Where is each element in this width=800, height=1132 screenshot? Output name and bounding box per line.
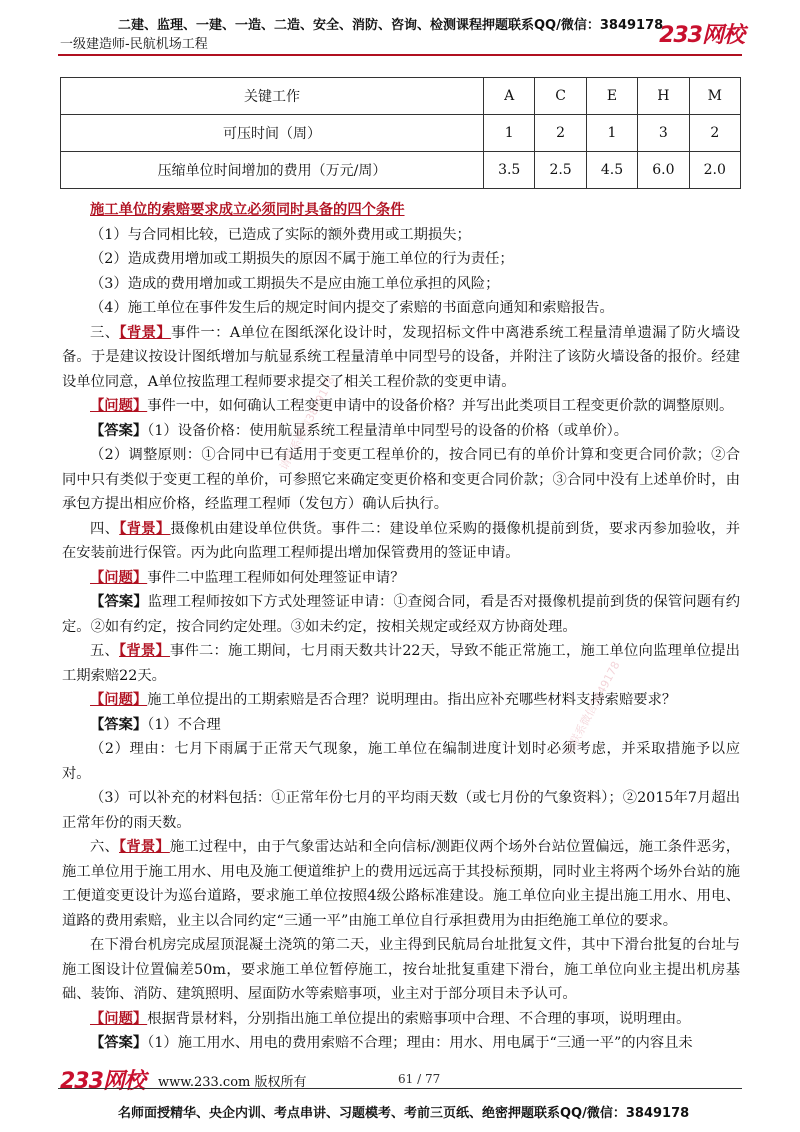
watermark: 请联系微信3849178 [277, 374, 338, 473]
brand-logo: 233网校 [659, 23, 744, 48]
header-divider [58, 54, 742, 56]
section-number: 四、 [90, 520, 120, 537]
section-3-answer-2: （2）调整原则：①合同中已有适用于变更工程单价的，按合同已有的单价计算和变更合同价款；②合同中只有类似于变更工程的单价，可参照它来确定变更价格和变更合同价款；③合同中没有上述单价时，由承包方提出相应价格，经监理工程师（发包方）确认后执行。 [62, 447, 740, 512]
table-cell: H [638, 78, 689, 115]
table-cell: 1 [586, 115, 637, 152]
section-3-question [62, 394, 740, 419]
background-tag: 【背景】 [119, 839, 170, 855]
table-cell: 2 [535, 115, 586, 152]
question-text: 根据背景材料，分别指出施工单位提出的索赔事项中合理、不合理的事项，说明理由。 [147, 1010, 691, 1027]
background-tag: 【背景】 [119, 520, 171, 537]
condition-1: （1）与合同相比较，已造成了实际的额外费用或工期损失； [90, 226, 471, 243]
answer-tag: 【答案】 [90, 422, 148, 439]
table-cell: 4.5 [586, 152, 637, 189]
section-3-answer [62, 419, 740, 444]
background-tag: 【背景】 [119, 643, 170, 659]
table-cell: 压缩单位时间增加的费用（万元/周） [61, 152, 484, 189]
background-tag: 【背景】 [119, 324, 172, 341]
table-cell: 3 [638, 115, 689, 152]
question-text: 事件二中监理工程师如何处理签证申请？ [147, 569, 405, 586]
section-6-question [62, 1007, 740, 1032]
section-4-question [62, 566, 740, 591]
answer-text: （1）不合理 [147, 716, 221, 733]
section-number: 三、 [90, 324, 120, 341]
background-text: 摄像机由建设单位供货。事件二：建设单位采购的摄像机提前到货，要求丙参加验收，并在安装前进行保管。丙为此向监理工程师提出增加保管费用的签证申请。 [62, 520, 741, 561]
section-5-answer-2: （2）理由：七月下雨属于正常天气现象，施工单位在编制进度计划时必须考虑，并采取措施予以应对。 [62, 741, 740, 782]
table-cell: E [586, 78, 637, 115]
section-5-answer [62, 713, 740, 738]
table-cell: A [484, 78, 535, 115]
background-text: 事件二：施工期间，七月雨天数共计22天，导致不能正常施工，施工单位向监理单位提出工期索赔22天。 [62, 643, 740, 684]
section-6-background-2: 在下滑台机房完成屋顶混凝土浇筑的第二天，业主得到民航局台址批复文件，其中下滑台批复的台址与施工图设计位置偏差50m，要求施工单位暂停施工，按台址批复重建下滑台，施工单位向业主提出机房基础、装饰、消防、建筑照明、屋面防水等索赔事项，业主对于部分项目未予认可。 [62, 937, 740, 1002]
table-cell: 6.0 [638, 152, 689, 189]
section-number: 五、 [90, 643, 120, 659]
section-5-background [62, 639, 740, 688]
section-6-answer [62, 1031, 740, 1056]
table-cell: 2 [689, 115, 740, 152]
section-5-question [62, 688, 740, 713]
question-text: 事件一中，如何确认工程变更申请中的设备价格？并写出此类项目工程变更价款的调整原则。 [147, 398, 734, 414]
key-work-table [60, 77, 741, 189]
section-4-answer [62, 590, 740, 639]
question-text: 施工单位提出的工期索赔是否合理？说明理由。指出应补充哪些材料支持索赔要求？ [147, 692, 677, 708]
watermark: 请联系微信3849178 [562, 659, 623, 758]
answer-tag: 【答案】 [90, 594, 148, 610]
table-cell: 关键工作 [61, 78, 484, 115]
section-6-background [62, 835, 740, 933]
page-number: 61 / 77 [398, 1072, 441, 1086]
table-row [61, 152, 741, 189]
condition-4: （4）施工单位在事件发生后的规定时间内提交了索赔的书面意向通知和索赔报告。 [90, 300, 614, 316]
answer-tag: 【答案】 [90, 716, 148, 733]
answer-text: （1）设备价格：使用航显系统工程量清单中同型号的设备的价格（或单价）。 [147, 422, 629, 439]
table-cell: 2.0 [689, 152, 740, 189]
conditions-title: 施工单位的索赔要求成立必须同时具备的四个条件 [90, 202, 405, 218]
table-cell: M [689, 78, 740, 115]
background-text: 施工过程中，由于气象雷达站和全向信标/测距仪两个场外台站位置偏远，施工条件恶劣，施工单位用于施工用水、用电及施工便道维护上的费用远远高于其投标预期，同时业主将两个场外台站的施工便道变更设计为巡台道路，要求施工单位按照4级公路标准建设。施工单位向业主提出施工用水、用电、道路的费用索赔，业主以合同约定“三通一平”由施工单位自行承担费用为由拒绝施工单位的要求。 [62, 839, 740, 929]
section-5-answer-3: （3）可以补充的材料包括：①正常年份七月的平均雨天数（或七月份的气象资料）；②2015年7月超出正常年份的雨天数。 [62, 790, 740, 831]
question-tag: 【问题】 [90, 569, 148, 586]
table-cell: 1 [484, 115, 535, 152]
footer-promo-line: 名师面授精华、央企内训、考点串讲、习题模考、考前三页纸、绝密押题联系QQ/微信：3849178 [118, 1106, 690, 1121]
section-3-background [62, 321, 740, 395]
section-number: 六、 [90, 839, 119, 855]
table-cell: 可压时间（周） [61, 115, 484, 152]
question-tag: 【问题】 [90, 398, 148, 414]
table-cell: 2.5 [535, 152, 586, 189]
main-content [62, 198, 740, 1056]
condition-3: （3）造成的费用增加或工期损失不是应由施工单位承担的风险； [90, 275, 500, 292]
footer-logo: 233网校 [60, 1069, 145, 1094]
answer-tag: 【答案】 [90, 1035, 148, 1051]
header-promo-line: 二建、监理、一建、一造、二造、安全、消防、咨询、检测课程押题联系QQ/微信：3849178 [118, 18, 664, 33]
background-text: 事件一：A单位在图纸深化设计时，发现招标文件中离港系统工程量清单遗漏了防火墙设备。于是建议按设计图纸增加与航显系统工程量清单中同型号的设备，并附注了该防火墙设备的报价。经建设单位同意，A单位按监理工程师要求提交了相关工程价款的变更申请。 [62, 324, 740, 390]
question-tag: 【问题】 [90, 692, 148, 708]
table-cell: C [535, 78, 586, 115]
question-tag: 【问题】 [90, 1010, 148, 1027]
condition-2: （2）造成费用增加或工期损失的原因不属于施工单位的行为责任； [90, 251, 514, 267]
footer-copyright: www.233.com 版权所有 [158, 1075, 307, 1090]
section-4-background [62, 517, 740, 566]
answer-text: （1）施工用水、用电的费用索赔不合理；理由：用水、用电属于“三通一平”的内容且未 [147, 1035, 693, 1051]
table-row [61, 78, 741, 115]
header-subject: 一级建造师-民航机场工程 [60, 37, 208, 52]
answer-text: 监理工程师按如下方式处理签证申请：①查阅合同，看是否对摄像机提前到货的保管问题有约定。②如有约定，按合同约定处理。③如未约定，按相关规定或经双方协商处理。 [62, 594, 741, 635]
table-cell: 3.5 [484, 152, 535, 189]
table-row [61, 115, 741, 152]
footer-divider [58, 1088, 742, 1089]
